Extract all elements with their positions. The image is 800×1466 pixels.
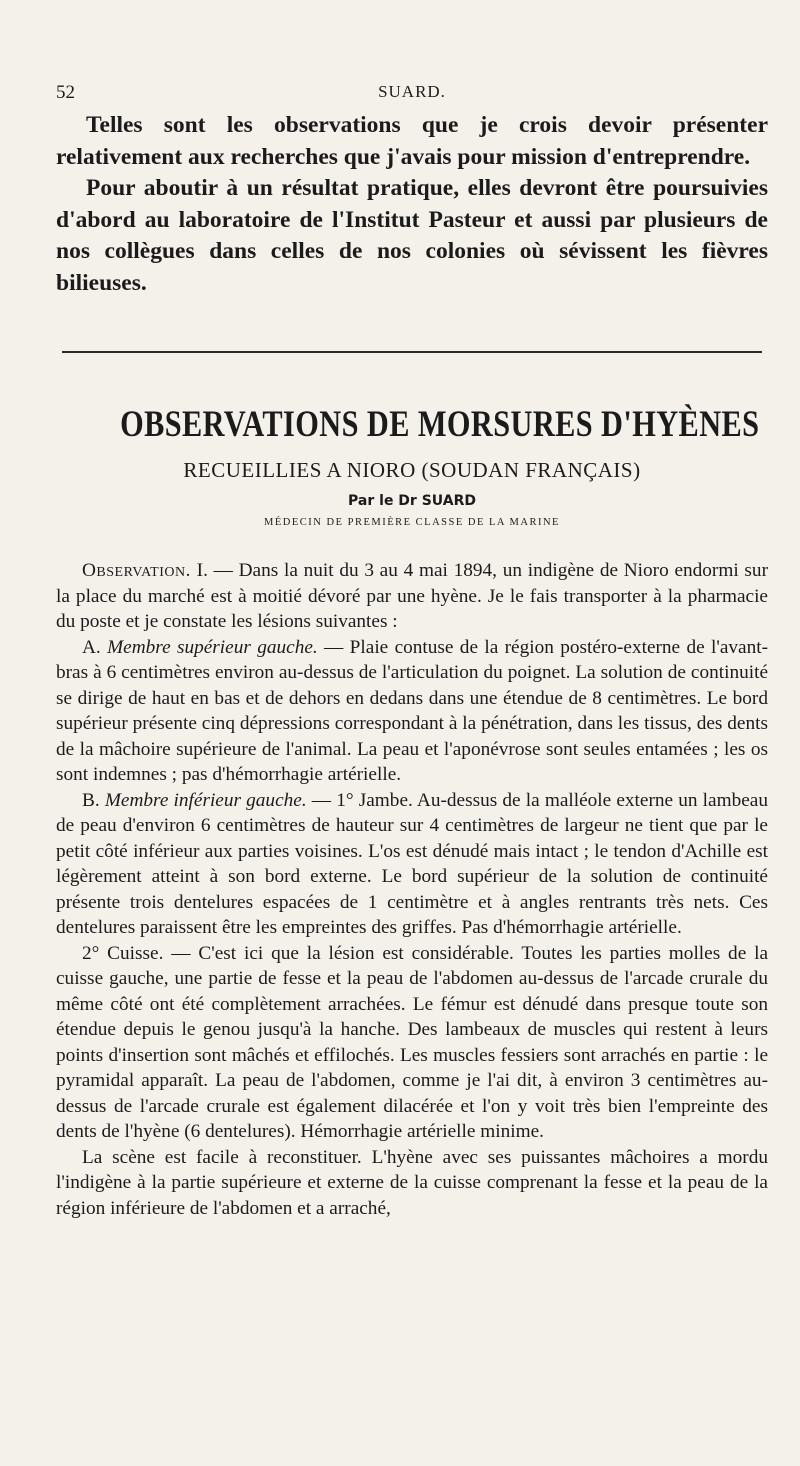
paragraph-text: — 1° Jambe. Au-dessus de la malléole externe un lambeau de peau d'environ 6 centimètres de hauteur sur 4 centimètres de largeur ne tient que par le petit côté inférieur aux parties voisines. L'os est dénudé mais intact ; le tendon d'Achille est légèrement atteint à son bord externe. Le bord supérieur de la solution de continuité présente trois dentelures espacées de 1 centimètre et à angles rentrants très nets. Ces dentelures paraissent être les empreintes des griffes. Pas d'hémorrhagie artérielle. (56, 789, 768, 938)
section-heading: Membre inférieur gauche. (104, 789, 307, 811)
section-heading: Membre supérieur gauche. (107, 636, 318, 658)
author-byline: Par le Dr SUARD (348, 493, 476, 509)
article-body (56, 558, 768, 1221)
intro-paragraph: Pour aboutir à un résultat pratique, elles devront être poursuivies d'abord au laboratoire de l'Institut Pasteur et aussi par plusieurs de nos collègues dans celles de nos colonies où sévissent les fièvres bilieuses. (56, 175, 768, 296)
section-letter: B. (82, 789, 100, 811)
page-number: 52 (56, 82, 75, 103)
body-paragraph (56, 788, 768, 941)
section-letter: A. (82, 636, 101, 658)
paragraph-text: — Plaie contuse de la région postéro-externe de l'avant-bras à 6 centimètres environ au-dessus de l'articulation du poignet. La solution de continuité se dirige de haut en bas et de dehors en dedans dans une étendue de 8 centimètres. Le bord supérieur présente cinq dépressions correspondant à la pénétration, dans les tissus, des dents de la mâchoire supérieure de l'animal. La peau et l'aponévrose sont seules entamées ; les os sont indemnes ; pas d'hémorrhagie artérielle. (56, 636, 768, 785)
page (56, 82, 768, 1221)
author-title: MÉDECIN DE PREMIÈRE CLASSE DE LA MARINE (264, 517, 560, 528)
article-subtitle: RECUEILLIES A NIORO (SOUDAN FRANÇAIS) (183, 458, 641, 482)
body-paragraph: 2° Cuisse. — C'est ici que la lésion est considérable. Toutes les parties molles de la cuisse gauche, une partie de fesse et la peau de l'abdomen au-dessus de l'arcade crurale du même côté ont été complètement arrachées. Le fémur est dénudé dans presque toute son étendue depuis le genou jusqu'à la hanche. Des lambeaux de muscles qui restent à leurs points d'insertion sont mâchés et effilochés. Les muscles fessiers sont arrachés en partie : le pyramidal apparaît. La peau de l'abdomen, comme je l'ai dit, à environ 3 centimètres au-dessus de l'arcade crurale est également dilacérée et l'on y voit très bien l'empreinte des dents de l'hyène (6 dentelures). Hémorrhagie artérielle minime. (56, 942, 768, 1142)
running-title: SUARD. (378, 82, 446, 101)
observation-label: Observation. (82, 560, 191, 581)
body-paragraph (56, 635, 768, 788)
intro-section (56, 110, 768, 299)
running-head (56, 82, 768, 110)
section-divider (62, 351, 762, 353)
article-title: OBSERVATIONS DE MORSURES D'HYÈNES (120, 404, 760, 445)
paragraph-text: I. — Dans la nuit du 3 au 4 mai 1894, un indigène de Nioro endormi sur la place du marché est à moitié dévoré par une hyène. Je le fais transporter à la pharmacie du poste et je constate les lésions suivantes : (56, 560, 768, 632)
body-paragraph (56, 558, 768, 635)
intro-paragraph: Telles sont les observations que je crois devoir présenter relativement aux recherches que j'avais pour mission d'entreprendre. (56, 112, 768, 170)
body-paragraph: La scène est facile à reconstituer. L'hyène avec ses puissantes mâchoires a mordu l'indigène à la partie supérieure et externe de la cuisse comprenant la fesse et la peau de la région inférieure de l'abdomen et a arraché, (56, 1146, 768, 1219)
